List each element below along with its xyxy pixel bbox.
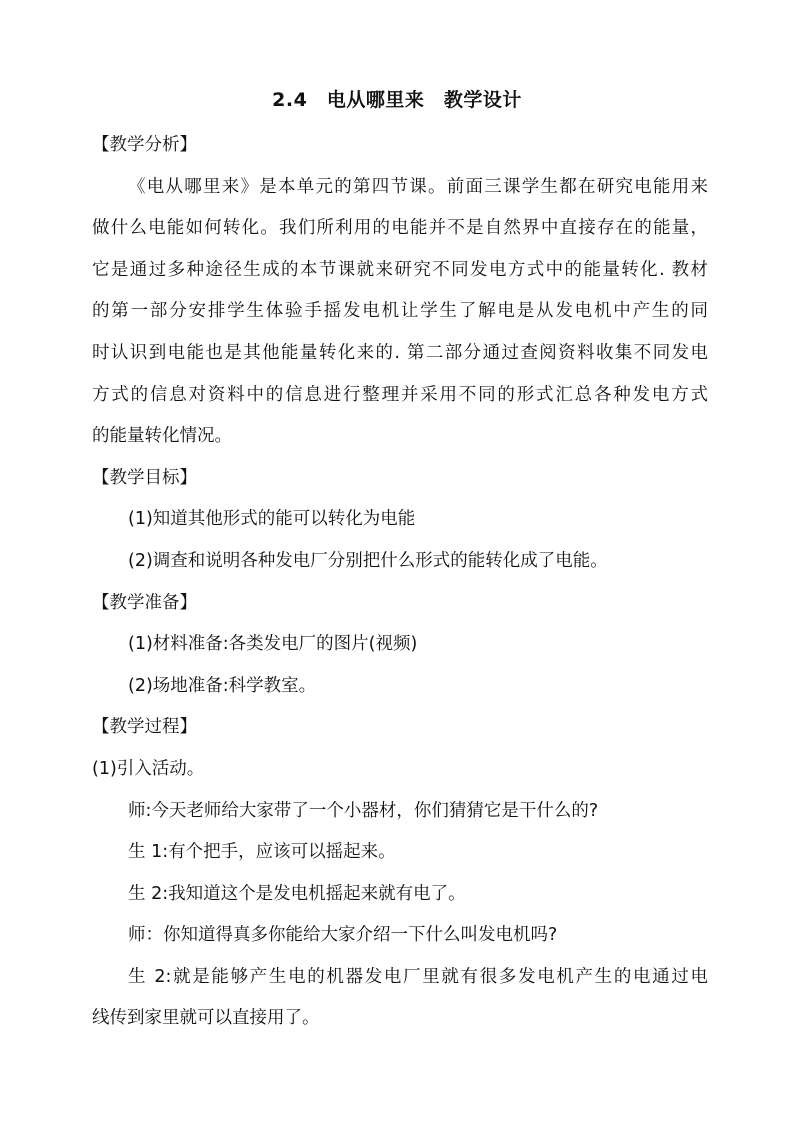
section-heading-process: 【教学过程】 [92,717,197,738]
dialogue-paragraph [92,957,708,1040]
section-heading-goals: 【教学目标】 [92,467,197,488]
paragraph-line: 它是通过多种途径生成的本节课就来研究不同发电方式中的能量转化. 教材 [92,259,708,280]
paragraph-line: 方式的信息对资料中的信息进行整理并采用不同的形式汇总各种发电方式 [92,384,708,405]
paragraph-line: 《电从哪里来》是本单元的第四节课。前面三课学生都在研究电能用来 [128,176,708,197]
section-heading-prep: 【教学准备】 [92,592,197,613]
document-title: 2.4 电从哪里来 教学设计 [272,89,522,111]
paragraph-line: 生 2:就是能够产生电的机器发电厂里就有很多发电机产生的电通过电 [128,966,708,987]
process-step: (1)引入活动。 [92,758,205,779]
prep-item: (1)材料准备:各类发电厂的图片(视频) [128,634,418,655]
goal-item: (1)知道其他形式的能可以转化为电能 [128,509,416,530]
paragraph-line: 的第一部分安排学生体验手摇发电机让学生了解电是从发电机中产生的同 [92,301,708,322]
dialogue-line: 师：你知道得真多你能给大家介绍一下什么叫发电机吗? [128,925,558,946]
paragraph-line: 做什么电能如何转化。我们所利用的电能并不是自然界中直接存在的能量， [92,218,708,239]
dialogue-line: 生 2:我知道这个是发电机摇起来就有电了。 [128,883,466,904]
paragraph-line: 的能量转化情况。 [92,426,232,447]
paragraph-line: 时认识到电能也是其他能量转化来的. 第二部分通过查阅资料收集不同发电 [92,342,708,363]
document-body [92,125,708,1040]
dialogue-line: 师:今天老师给大家带了一个小器材，你们猜猜它是干什么的? [128,800,599,821]
paragraph-line: 线传到家里就可以直接用了。 [92,1008,320,1029]
analysis-paragraph [92,167,708,458]
dialogue-line: 生 1:有个把手，应该可以摇起来。 [128,842,396,863]
prep-item: (2)场地准备:科学教室。 [128,675,317,696]
goal-item: (2)调查和说明各种发电厂分别把什么形式的能转化成了电能。 [128,550,608,571]
section-heading-analysis: 【教学分析】 [92,135,197,155]
